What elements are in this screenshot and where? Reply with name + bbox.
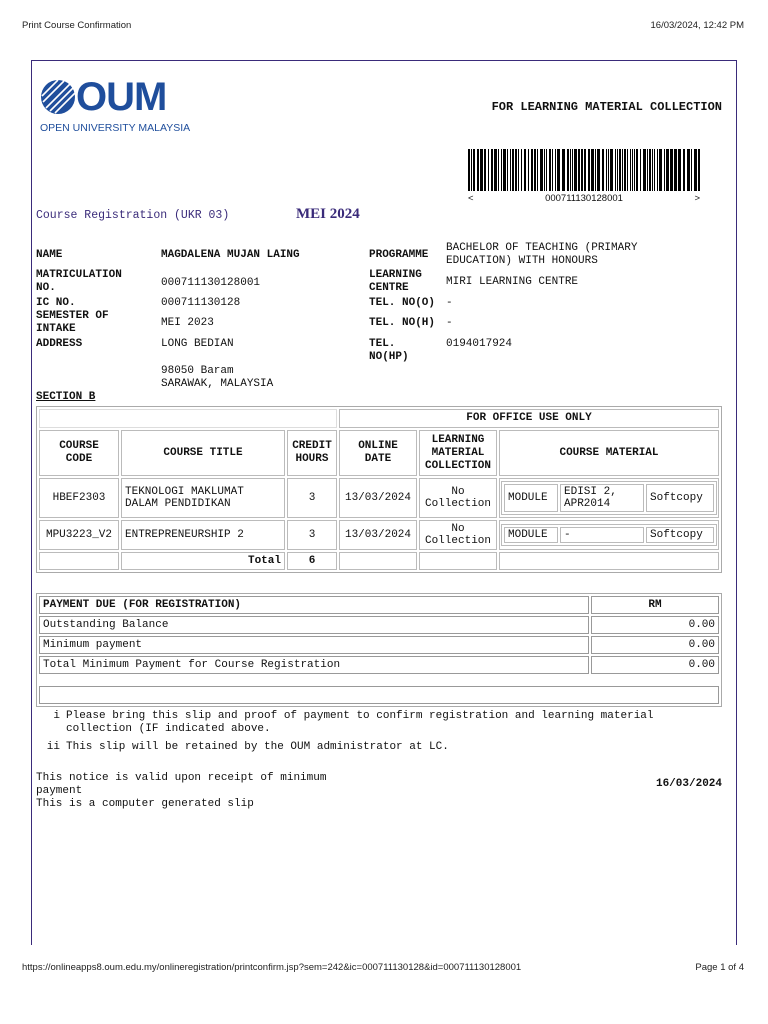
programme-value: BACHELOR OF TEACHING (PRIMARY EDUCATION) WITH HONOURS (446, 242, 638, 267)
oum-globe-icon (40, 78, 76, 116)
ic-label: IC NO. (36, 297, 76, 309)
validity-text (36, 772, 376, 811)
material-collection: No Collection (419, 520, 497, 550)
barcode (468, 149, 700, 191)
course-material-cell (499, 478, 719, 518)
oum-logo (40, 75, 200, 134)
barcode-bar (544, 149, 545, 191)
online-date: 13/03/2024 (339, 478, 417, 518)
collection-title: FOR LEARNING MATERIAL COLLECTION (491, 100, 722, 114)
barcode-bar (480, 149, 483, 191)
credit-hours: 3 (287, 478, 337, 518)
barcode-bar (515, 149, 517, 191)
note-text: Please bring this slip and proof of payment to confirm registration and learning material collection (IF indicated above. (66, 710, 654, 735)
total-spacer (419, 552, 497, 570)
address-line-3: SARAWAK, MALAYSIA (161, 378, 274, 390)
note-text: This slip will be retained by the OUM administrator at LC. (66, 741, 449, 753)
course-code: MPU3223_V2 (39, 520, 119, 550)
currency-header: RM (591, 596, 719, 614)
barcode-bar (636, 149, 638, 191)
barcode-bar (518, 149, 519, 191)
barcode-bar (501, 149, 502, 191)
barcode-bar (622, 149, 623, 191)
barcode-bar (549, 149, 551, 191)
course-material-table (501, 524, 717, 546)
barcode-bar (531, 149, 533, 191)
barcode-bar (630, 149, 631, 191)
barcode-bar (494, 149, 497, 191)
table-row (39, 478, 719, 518)
course-material-table (501, 481, 717, 515)
barcode-bar (640, 149, 641, 191)
office-use-header: FOR OFFICE USE ONLY (339, 409, 719, 428)
table-row (39, 520, 719, 550)
barcode-bar (498, 149, 499, 191)
total-spacer (39, 552, 119, 570)
course-title: TEKNOLOGI MAKLUMAT DALAM PENDIDIKAN (121, 478, 285, 518)
barcode-bar (477, 149, 479, 191)
col-course-material: COURSE MATERIAL (499, 430, 719, 476)
barcode-bar (664, 149, 665, 191)
note-index: i (53, 710, 60, 722)
barcode-bar (670, 149, 673, 191)
student-name: MAGDALENA MUJAN LAING (161, 249, 300, 261)
material-edition: EDISI 2, APR2014 (560, 484, 644, 512)
barcode-bar (643, 149, 646, 191)
barcode-bar (610, 149, 613, 191)
barcode-bar (537, 149, 538, 191)
barcode-bar (617, 149, 618, 191)
intake-label: SEMESTER OF INTAKE (36, 310, 109, 335)
print-header (22, 20, 744, 31)
barcode-bar (546, 149, 547, 191)
barcode-bar (534, 149, 536, 191)
section-b-heading: SECTION B (36, 391, 96, 403)
course-table (36, 406, 722, 573)
barcode-bar (540, 149, 543, 191)
payment-empty-row (39, 686, 719, 704)
payment-value: 0.00 (591, 656, 719, 674)
print-footer-page: Page 1 of 4 (695, 962, 744, 973)
barcode-bar (555, 149, 556, 191)
print-header-datetime: 16/03/2024, 12:42 PM (650, 20, 744, 31)
barcode-bar (652, 149, 653, 191)
payment-table (36, 593, 722, 707)
barcode-bar (624, 149, 626, 191)
barcode-bar (678, 149, 681, 191)
material-collection: No Collection (419, 478, 497, 518)
col-credit-hours: CREDIT HOURS (287, 430, 337, 476)
barcode-bar (619, 149, 621, 191)
barcode-bar (634, 149, 635, 191)
barcode-bar (591, 149, 594, 191)
material-type: MODULE (504, 484, 558, 512)
matric-value: 000711130128001 (161, 277, 261, 289)
barcode-bar (627, 149, 628, 191)
address-label: ADDRESS (36, 338, 83, 350)
intake-value: MEI 2023 (161, 317, 214, 329)
credit-hours: 3 (287, 520, 337, 550)
address-line-2: 98050 Baram (161, 365, 234, 377)
barcode-bar (588, 149, 590, 191)
table-row (39, 636, 719, 654)
total-row (39, 552, 719, 570)
tel-hp-value: 0194017924 (446, 338, 513, 350)
barcode-bar (524, 149, 526, 191)
material-format: Softcopy (646, 527, 714, 543)
barcode-number-line (468, 193, 700, 204)
barcode-bar (683, 149, 685, 191)
barcode-bar (528, 149, 529, 191)
col-course-code: COURSE CODE (39, 430, 119, 476)
payment-header: PAYMENT DUE (FOR REGISTRATION) (39, 596, 589, 614)
barcode-bar (510, 149, 511, 191)
barcode-bar (507, 149, 508, 191)
barcode-bar (574, 149, 577, 191)
centre-label: LEARNING CENTRE (369, 269, 422, 294)
barcode-bar (473, 149, 475, 191)
barcode-bar (471, 149, 472, 191)
barcode-bar (491, 149, 493, 191)
material-edition: - (560, 527, 644, 543)
list-item (36, 710, 686, 736)
payment-label: Outstanding Balance (39, 616, 589, 634)
barcode-bar (687, 149, 690, 191)
ic-value: 000711130128 (161, 297, 241, 309)
barcode-bar (512, 149, 514, 191)
barcode-bar (647, 149, 648, 191)
total-spacer (339, 552, 417, 570)
barcode-bar (657, 149, 658, 191)
barcode-bar (584, 149, 586, 191)
barcode-bar (691, 149, 692, 191)
barcode-bar (649, 149, 651, 191)
barcode-bar (698, 149, 700, 191)
barcode-left-mark: < (468, 193, 474, 204)
print-footer-url: https://onlineapps8.oum.edu.my/onlineregistration/printconfirm.jsp?sem=242&ic=000711130128&id=000711130128001 (22, 962, 522, 973)
barcode-bar (659, 149, 662, 191)
barcode-bar (468, 149, 470, 191)
barcode-bar (572, 149, 573, 191)
payment-spacer (39, 676, 719, 684)
col-online-date: ONLINE DATE (339, 430, 417, 476)
tel-hp-label: TEL. NO(HP) (369, 338, 409, 363)
address-line-1: LONG BEDIAN (161, 338, 234, 350)
list-item (36, 741, 686, 754)
matric-label: MATRICULATION NO. (36, 269, 122, 294)
barcode-bar (562, 149, 565, 191)
semester-title: MEI 2024 (296, 206, 360, 222)
barcode-right-mark: > (694, 193, 700, 204)
barcode-bar (503, 149, 506, 191)
print-header-title: Print Course Confirmation (22, 20, 132, 31)
tel-home-label: TEL. NO(H) (369, 317, 436, 329)
payment-value: 0.00 (591, 636, 719, 654)
barcode-bar (488, 149, 489, 191)
col-material-collection: LEARNING MATERIAL COLLECTION (419, 430, 497, 476)
print-footer (22, 962, 744, 973)
barcode-bar (606, 149, 607, 191)
material-type: MODULE (504, 527, 558, 543)
online-date: 13/03/2024 (339, 520, 417, 550)
barcode-number: 000711130128001 (545, 193, 623, 204)
tel-office-label: TEL. NO(O) (369, 297, 436, 309)
registration-label: Course Registration (UKR 03) (36, 209, 230, 222)
col-course-title: COURSE TITLE (121, 430, 285, 476)
course-title: ENTREPRENEURSHIP 2 (121, 520, 285, 550)
logo-subtitle: OPEN UNIVERSITY MALAYSIA (40, 122, 191, 134)
barcode-bar (608, 149, 609, 191)
programme-label: PROGRAMME (369, 249, 429, 261)
barcode-bar (654, 149, 655, 191)
barcode-bar (666, 149, 669, 191)
barcode-bar (578, 149, 580, 191)
note-index: ii (46, 741, 60, 753)
registration-slip (31, 60, 737, 945)
tel-home-value: - (446, 317, 453, 329)
course-code: HBEF2303 (39, 478, 119, 518)
payment-label: Total Minimum Payment for Course Registration (39, 656, 589, 674)
total-label: Total (121, 552, 285, 570)
validity-line-1: This notice is valid upon receipt of minimum payment (36, 772, 327, 797)
barcode-bar (674, 149, 677, 191)
tel-office-value: - (446, 297, 453, 309)
material-format: Softcopy (646, 484, 714, 512)
total-credit: 6 (287, 552, 337, 570)
office-spacer (39, 409, 337, 428)
barcode-bar (694, 149, 697, 191)
centre-value: MIRI LEARNING CENTRE (446, 276, 579, 288)
slip-date: 16/03/2024 (655, 778, 722, 790)
barcode-bar (552, 149, 553, 191)
logo-wordmark: OUM (76, 75, 167, 119)
notes (36, 710, 686, 759)
payment-label: Minimum payment (39, 636, 589, 654)
barcode-bar (557, 149, 560, 191)
barcode-bar (484, 149, 486, 191)
course-material-cell (499, 520, 719, 550)
barcode-bar (567, 149, 569, 191)
barcode-bar (597, 149, 600, 191)
table-row (39, 616, 719, 634)
barcode-bar (615, 149, 616, 191)
barcode-bar (570, 149, 571, 191)
name-label: NAME (36, 249, 63, 261)
barcode-bar (595, 149, 596, 191)
table-row (39, 656, 719, 674)
barcode-bar (581, 149, 583, 191)
payment-value: 0.00 (591, 616, 719, 634)
barcode-bar (521, 149, 522, 191)
barcode-bar (632, 149, 633, 191)
validity-line-2: This is a computer generated slip (36, 798, 254, 810)
total-spacer (499, 552, 719, 570)
barcode-bar (602, 149, 604, 191)
